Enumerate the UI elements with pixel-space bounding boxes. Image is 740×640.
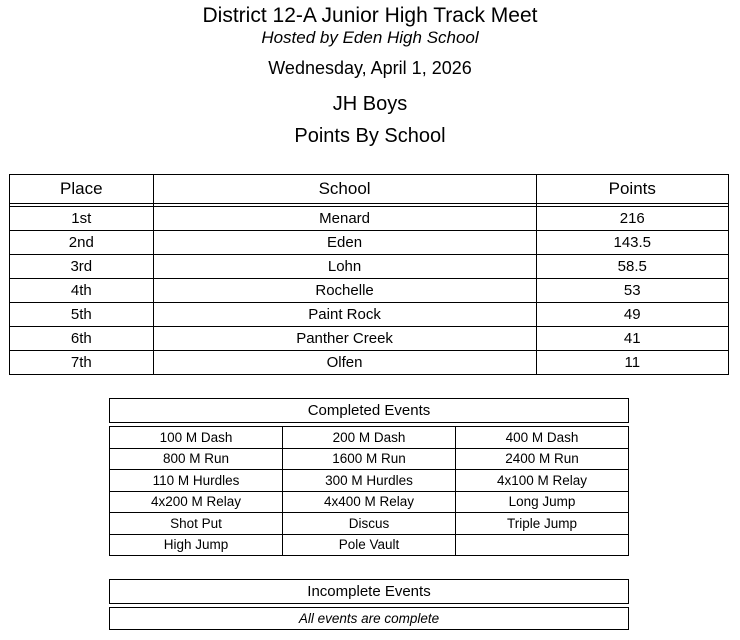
school-cell: Eden	[153, 230, 536, 254]
meet-date: Wednesday, April 1, 2026	[268, 58, 472, 78]
event-cell: 800 M Run	[110, 448, 283, 470]
column-header-points: Points	[536, 175, 728, 204]
event-row	[110, 491, 629, 513]
place-cell: 6th	[10, 326, 153, 350]
table-row	[10, 326, 728, 350]
table-row	[10, 350, 728, 374]
place-cell: 3rd	[10, 254, 153, 278]
column-header-place: Place	[10, 175, 153, 204]
event-row	[110, 470, 629, 492]
school-cell: Menard	[153, 207, 536, 230]
event-cell: Pole Vault	[283, 534, 456, 556]
column-header-school: School	[153, 175, 536, 204]
points-header-row	[10, 175, 728, 204]
event-cell: Shot Put	[110, 513, 283, 535]
table-row	[10, 278, 728, 302]
school-cell: Panther Creek	[153, 326, 536, 350]
points-cell: 53	[536, 278, 728, 302]
host-subtitle: Hosted by Eden High School	[261, 28, 479, 47]
table-row	[10, 254, 728, 278]
event-row	[110, 448, 629, 470]
event-cell: 110 M Hurdles	[110, 470, 283, 492]
event-cell	[456, 534, 629, 556]
event-cell: 1600 M Run	[283, 448, 456, 470]
school-cell: Paint Rock	[153, 302, 536, 326]
points-cell: 11	[536, 350, 728, 374]
event-cell: 300 M Hurdles	[283, 470, 456, 492]
school-cell: Olfen	[153, 350, 536, 374]
completed-events-title: Completed Events	[109, 398, 629, 423]
event-row	[110, 534, 629, 556]
event-cell: Long Jump	[456, 491, 629, 513]
school-cell: Rochelle	[153, 278, 536, 302]
event-cell: 4x400 M Relay	[283, 491, 456, 513]
table-row	[10, 207, 728, 230]
event-row	[110, 427, 629, 449]
school-cell: Lohn	[153, 254, 536, 278]
place-cell: 7th	[10, 350, 153, 374]
incomplete-events-title: Incomplete Events	[109, 579, 629, 604]
table-row	[10, 302, 728, 326]
event-cell: 4x200 M Relay	[110, 491, 283, 513]
points-cell: 41	[536, 326, 728, 350]
points-table	[9, 174, 729, 375]
table-row	[10, 230, 728, 254]
points-cell: 143.5	[536, 230, 728, 254]
event-cell: 2400 M Run	[456, 448, 629, 470]
place-cell: 5th	[10, 302, 153, 326]
incomplete-events-note: All events are complete	[109, 607, 629, 630]
event-cell: Discus	[283, 513, 456, 535]
event-cell: 200 M Dash	[283, 427, 456, 449]
points-cell: 49	[536, 302, 728, 326]
event-cell: 400 M Dash	[456, 427, 629, 449]
points-cell: 216	[536, 207, 728, 230]
points-cell: 58.5	[536, 254, 728, 278]
event-cell: High Jump	[110, 534, 283, 556]
report-heading: Points By School	[294, 125, 446, 147]
division-heading: JH Boys	[332, 93, 408, 115]
meet-title: District 12-A Junior High Track Meet	[202, 4, 538, 27]
place-cell: 4th	[10, 278, 153, 302]
completed-events-table	[109, 426, 629, 556]
place-cell: 1st	[71, 210, 92, 227]
event-cell: Triple Jump	[456, 513, 629, 535]
place-cell: 2nd	[10, 230, 153, 254]
event-cell: 100 M Dash	[110, 427, 283, 449]
event-cell: 4x100 M Relay	[456, 470, 629, 492]
event-row	[110, 513, 629, 535]
